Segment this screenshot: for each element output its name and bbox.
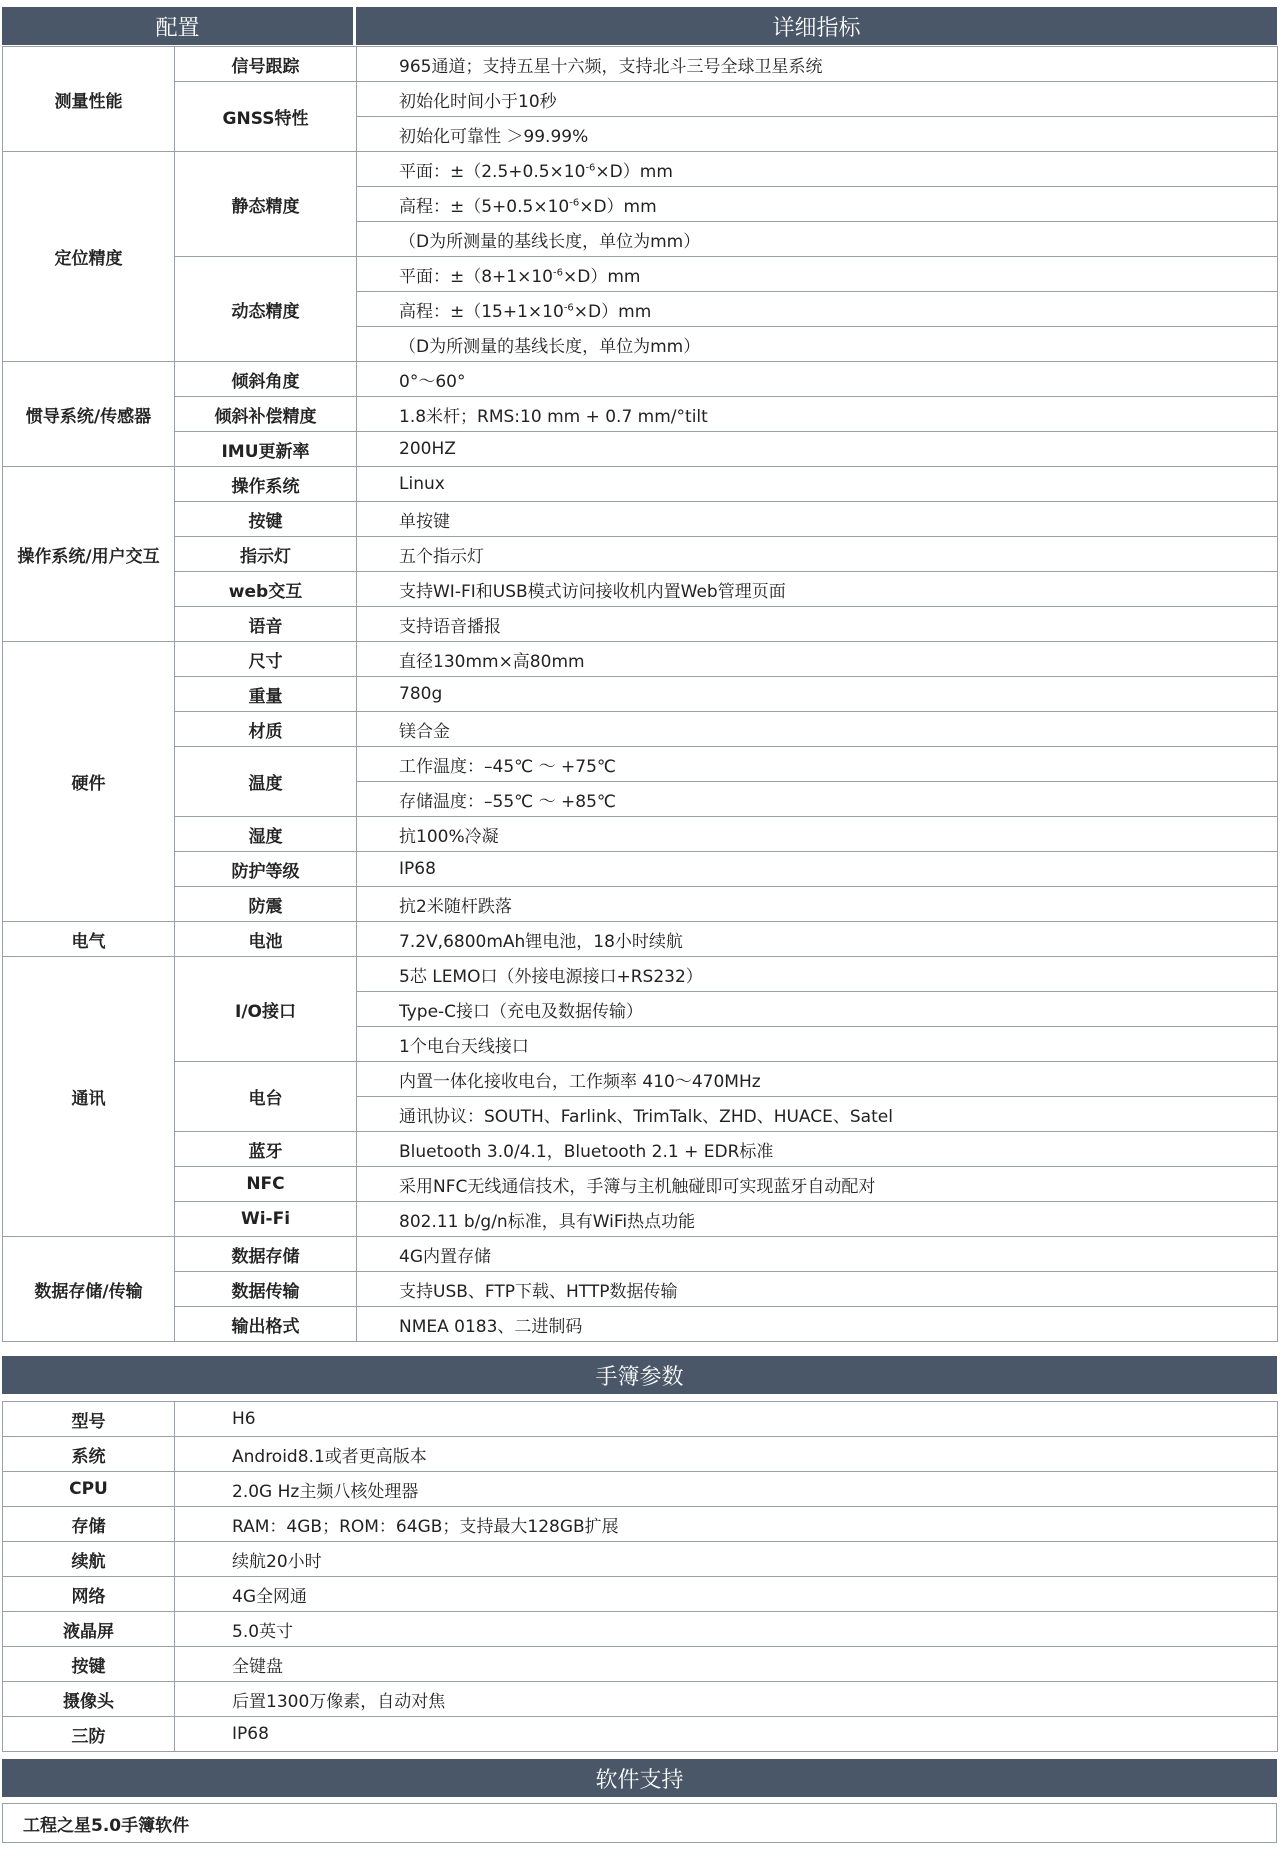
table-row (3, 572, 1278, 607)
value-cell: 单按键 (357, 502, 1278, 537)
table-row (3, 1682, 1278, 1717)
key-cell: 三防 (3, 1717, 175, 1752)
item-cell: 蓝牙 (175, 1132, 357, 1167)
item-cell: 信号跟踪 (175, 47, 357, 82)
table-row (3, 1647, 1278, 1682)
value-cell: RAM：4GB；ROM：64GB；支持最大128GB扩展 (175, 1507, 1278, 1542)
value-cell: 内置一体化接收电台，工作频率 410～470MHz (357, 1062, 1278, 1097)
spec-table (2, 46, 1278, 1342)
item-cell: 操作系统 (175, 467, 357, 502)
value-cell: 支持语音播报 (357, 607, 1278, 642)
table-row (3, 537, 1278, 572)
item-cell: 数据存储 (175, 1237, 357, 1272)
table-row (3, 1472, 1278, 1507)
value-cell: 高程：$\pm(5+0.5\times 10^{-6}\times D)mm$ (357, 187, 1278, 222)
value-cell: 780g (357, 677, 1278, 712)
value-cell: 1.8米杆；RMS:10 mm + 0.7 mm/°tilt (357, 397, 1278, 432)
value-cell: IP68 (175, 1717, 1278, 1752)
table-row (3, 1132, 1278, 1167)
table-row (3, 642, 1278, 677)
item-cell: 防护等级 (175, 852, 357, 887)
table-row (3, 1402, 1278, 1437)
value-cell: Type-C接口（充电及数据传输） (357, 992, 1278, 1027)
value-cell: 平面：$\pm(2.5+0.5\times 10^{-6}\times D)mm$ (357, 152, 1278, 187)
key-cell: CPU (3, 1472, 175, 1507)
table-row (3, 47, 1278, 82)
item-cell: 温度 (175, 747, 357, 817)
value-cell: 存储温度：–55℃ ～ +85℃ (357, 782, 1278, 817)
table-row (3, 677, 1278, 712)
item-cell: 输出格式 (175, 1307, 357, 1342)
item-cell: GNSS特性 (175, 82, 357, 152)
table-row (3, 747, 1278, 782)
config-header-label: 配置 (155, 15, 200, 41)
group-cell: 操作系统/用户交互 (3, 467, 175, 642)
group-cell: 定位精度 (3, 152, 175, 362)
item-cell: 电台 (175, 1062, 357, 1132)
key-cell: 续航 (3, 1542, 175, 1577)
key-cell: 液晶屏 (3, 1612, 175, 1647)
item-cell: NFC (175, 1167, 357, 1202)
value-cell: IP68 (357, 852, 1278, 887)
value-cell: 全键盘 (175, 1647, 1278, 1682)
value-cell: 支持USB、FTP下载、HTTP数据传输 (357, 1272, 1278, 1307)
group-cell: 数据存储/传输 (3, 1237, 175, 1342)
value-cell: 4G内置存储 (357, 1237, 1278, 1272)
software-header-label: 软件支持 (595, 1767, 684, 1793)
value-cell: 抗100%冷凝 (357, 817, 1278, 852)
value-cell: 工作温度：–45℃ ～ +75℃ (357, 747, 1278, 782)
item-cell: 电池 (175, 922, 357, 957)
value-cell: Linux (357, 467, 1278, 502)
item-cell: 静态精度 (175, 152, 357, 257)
group-cell: 测量性能 (3, 47, 175, 152)
value-cell: 7.2V,6800mAh锂电池，18小时续航 (357, 922, 1278, 957)
table-row (3, 957, 1278, 992)
table-row (3, 1804, 1277, 1843)
key-cell: 型号 (3, 1402, 175, 1437)
item-cell: 材质 (175, 712, 357, 747)
value-cell: （D为所测量的基线长度，单位为mm） (357, 222, 1278, 257)
software-cell: 工程之星5.0手簿软件 (3, 1804, 1277, 1843)
item-cell: 湿度 (175, 817, 357, 852)
item-cell: 防震 (175, 887, 357, 922)
value-cell: Bluetooth 3.0/4.1，Bluetooth 2.1 + EDR标准 (357, 1132, 1278, 1167)
table-row (3, 1167, 1278, 1202)
item-cell: 倾斜角度 (175, 362, 357, 397)
value-cell: NMEA 0183、二进制码 (357, 1307, 1278, 1342)
value-cell: 965通道；支持五星十六频，支持北斗三号全球卫星系统 (357, 47, 1278, 82)
table-row (3, 1272, 1278, 1307)
table-row (3, 1717, 1278, 1752)
detail-header (356, 7, 1277, 45)
value-cell: 高程：$\pm(15+1\times 10^{-6}\times D)mm$ (357, 292, 1278, 327)
software-table (2, 1803, 1277, 1843)
detail-header-label: 详细指标 (772, 15, 861, 41)
table-row (3, 152, 1278, 187)
item-cell: IMU更新率 (175, 432, 357, 467)
table-row (3, 712, 1278, 747)
table-row (3, 817, 1278, 852)
handbook-table (2, 1401, 1278, 1752)
item-cell: 数据传输 (175, 1272, 357, 1307)
table-row (3, 257, 1278, 292)
value-cell: 镁合金 (357, 712, 1278, 747)
value-cell: 1个电台天线接口 (357, 1027, 1278, 1062)
table-row (3, 852, 1278, 887)
key-cell: 存储 (3, 1507, 175, 1542)
value-cell: 平面：$\pm(8+1\times 10^{-6}\times D)mm$ (357, 257, 1278, 292)
table-row (3, 1307, 1278, 1342)
table-row (3, 1507, 1278, 1542)
value-cell: 5.0英寸 (175, 1612, 1278, 1647)
item-cell: Wi-Fi (175, 1202, 357, 1237)
handbook-header (2, 1356, 1277, 1394)
value-cell: 0°～60° (357, 362, 1278, 397)
value-cell: 初始化时间小于10秒 (357, 82, 1278, 117)
group-cell: 通讯 (3, 957, 175, 1237)
value-cell: 200HZ (357, 432, 1278, 467)
table-row (3, 1202, 1278, 1237)
value-cell: 5芯 LEMO口（外接电源接口+RS232） (357, 957, 1278, 992)
value-cell: 802.11 b/g/n标准，具有WiFi热点功能 (357, 1202, 1278, 1237)
value-cell: 后置1300万像素，自动对焦 (175, 1682, 1278, 1717)
value-cell: 直径130mm×高80mm (357, 642, 1278, 677)
value-cell: 采用NFC无线通信技术，手簿与主机触碰即可实现蓝牙自动配对 (357, 1167, 1278, 1202)
value-cell: 通讯协议：SOUTH、Farlink、TrimTalk、ZHD、HUACE、Satel (357, 1097, 1278, 1132)
item-cell: 尺寸 (175, 642, 357, 677)
table-row (3, 922, 1278, 957)
value-cell: 续航20小时 (175, 1542, 1278, 1577)
item-cell: web交互 (175, 572, 357, 607)
item-cell: 重量 (175, 677, 357, 712)
handbook-header-label: 手簿参数 (595, 1364, 684, 1390)
item-cell: 倾斜补偿精度 (175, 397, 357, 432)
item-cell: 语音 (175, 607, 357, 642)
value-cell: 2.0G Hz主频八核处理器 (175, 1472, 1278, 1507)
value-cell: （D为所测量的基线长度，单位为mm） (357, 327, 1278, 362)
value-cell: 初始化可靠性 ＞99.99% (357, 117, 1278, 152)
item-cell: 指示灯 (175, 537, 357, 572)
table-row (3, 397, 1278, 432)
table-row (3, 1542, 1278, 1577)
table-row (3, 82, 1278, 117)
table-row (3, 1612, 1278, 1647)
group-cell: 电气 (3, 922, 175, 957)
value-cell: 抗2米随杆跌落 (357, 887, 1278, 922)
table-row (3, 887, 1278, 922)
table-row (3, 467, 1278, 502)
value-cell: 五个指示灯 (357, 537, 1278, 572)
group-cell: 惯导系统/传感器 (3, 362, 175, 467)
table-row (3, 362, 1278, 397)
item-cell: 动态精度 (175, 257, 357, 362)
group-cell: 硬件 (3, 642, 175, 922)
key-cell: 系统 (3, 1437, 175, 1472)
table-row (3, 1062, 1278, 1097)
value-cell: Android8.1或者更高版本 (175, 1437, 1278, 1472)
value-cell: 4G全网通 (175, 1577, 1278, 1612)
table-row (3, 432, 1278, 467)
item-cell: I/O接口 (175, 957, 357, 1062)
key-cell: 网络 (3, 1577, 175, 1612)
table-row (3, 1237, 1278, 1272)
software-header (2, 1759, 1277, 1797)
item-cell: 按键 (175, 502, 357, 537)
table-row (3, 607, 1278, 642)
value-cell: 支持WI-FI和USB模式访问接收机内置Web管理页面 (357, 572, 1278, 607)
table-row (3, 502, 1278, 537)
key-cell: 摄像头 (3, 1682, 175, 1717)
table-row (3, 1577, 1278, 1612)
config-header (2, 7, 353, 45)
table-row (3, 1437, 1278, 1472)
value-cell: H6 (175, 1402, 1278, 1437)
key-cell: 按键 (3, 1647, 175, 1682)
